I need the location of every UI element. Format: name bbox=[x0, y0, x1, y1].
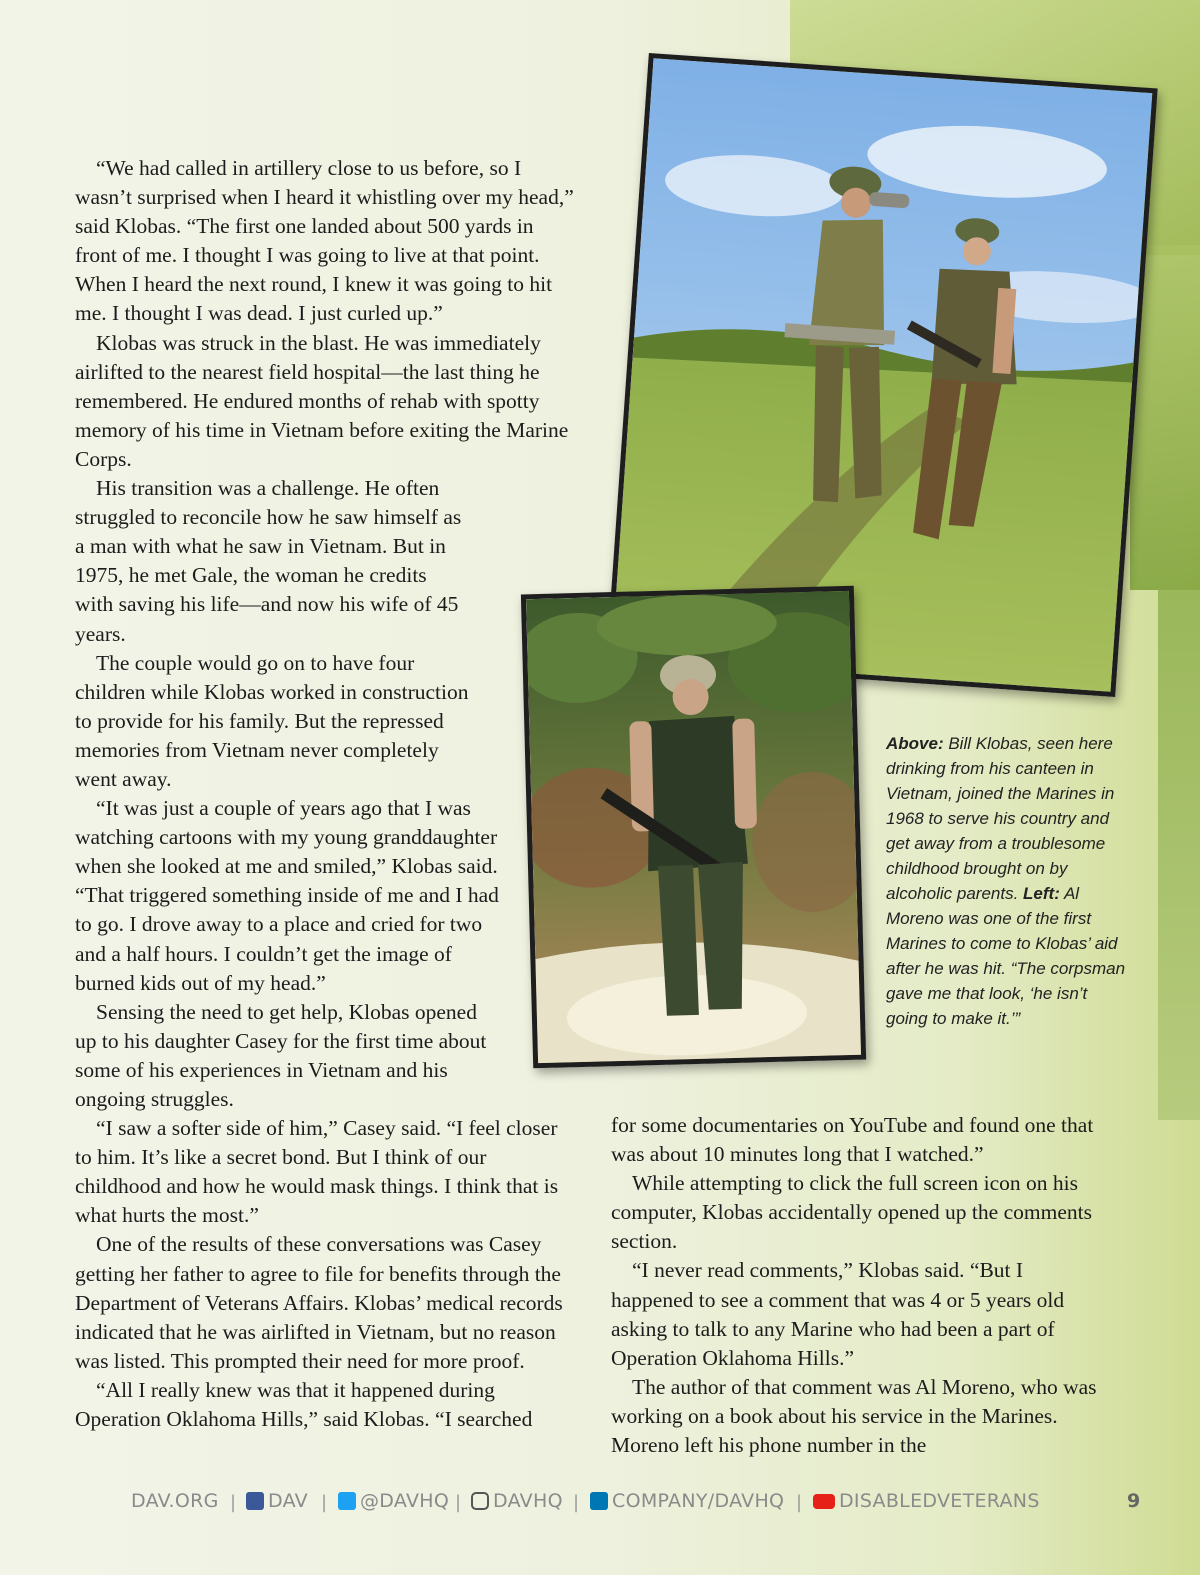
paragraph: Sensing the need to get help, Klobas opened up to his daughter Casey for the first time about some of his experiences in Vietnam and his ongoing struggles. bbox=[75, 999, 487, 1111]
linkedin-icon bbox=[590, 1492, 608, 1510]
bg-green-block-low bbox=[1158, 590, 1200, 1120]
paragraph: “I saw a softer side of him,” Casey said. “I feel closer to him. It’s like a secret bond. But I think of our childhood and how he would mask things. I think that is what hurts the most.” bbox=[75, 1116, 559, 1228]
photo-al-moreno bbox=[521, 586, 866, 1069]
paragraph: “We had called in artillery close to us before, so I wasn’t surprised when I heard it whistling over my head,” said Klobas. “The first one landed about 500 yards in front of me. I thought I was going to live at that point. When I heard the next round, I knew it was going to hit me. I thought I was dead. I just curled up.” bbox=[75, 156, 574, 326]
paragraph: “It was just a couple of years ago that I was watching cartoons with my young granddaughter when she looked at me and smiled,” Klobas said. “That triggered something inside of me and I had to go. I drove away to a place and cried for two and a half hours. I couldn’t get the image of burned kids out of my head.” bbox=[75, 796, 499, 995]
instagram-link[interactable] bbox=[471, 1490, 563, 1512]
paragraph: “I never read comments,” Klobas said. “But I happened to see a comment that was 4 or 5 years old asking to talk to any Marine who had been a part of Operation Oklahoma Hills.” bbox=[611, 1258, 1065, 1370]
linkedin-handle: COMPANY/DAVHQ bbox=[612, 1490, 785, 1512]
paragraph: “All I really knew was that it happened during Operation Oklahoma Hills,” said Klobas. “I searched bbox=[75, 1377, 533, 1432]
footer-separator: | bbox=[573, 1492, 580, 1513]
caption-left-label: Left: bbox=[1023, 884, 1060, 903]
site-link[interactable]: DAV.ORG bbox=[131, 1490, 219, 1512]
caption-left-text: Al Moreno was one of the first Marines to come to Klobas’ aid after he was hit. “The corpsman gave me that look, ‘he isn’t going to make it.’” bbox=[886, 884, 1126, 1028]
paragraph: The author of that comment was Al Moreno, who was working on a book about his service in the Marines. Moreno left his phone number in the bbox=[611, 1374, 1097, 1458]
twitter-icon bbox=[338, 1492, 356, 1510]
page-footer bbox=[0, 1490, 1200, 1520]
footer-separator: | bbox=[796, 1492, 803, 1513]
facebook-handle: DAV bbox=[268, 1490, 308, 1512]
youtube-icon bbox=[813, 1494, 835, 1509]
facebook-link[interactable] bbox=[246, 1490, 308, 1512]
article-column-right bbox=[611, 1111, 1103, 1460]
instagram-handle: DAVHQ bbox=[493, 1490, 563, 1512]
paragraph: Klobas was struck in the blast. He was immediately airlifted to the nearest field hospital—the last thing he remembered. He endured months of rehab with spotty memory of his time in Vietnam before exiting the Marine Corps. bbox=[75, 330, 569, 471]
photo-caption bbox=[886, 731, 1126, 1031]
photo-image bbox=[526, 591, 861, 1063]
paragraph: for some documentaries on YouTube and found one that was about 10 minutes long that I watched.” bbox=[611, 1113, 1094, 1167]
page-number: 9 bbox=[1127, 1490, 1141, 1512]
youtube-handle: DISABLEDVETERANS bbox=[839, 1490, 1040, 1512]
youtube-link[interactable] bbox=[813, 1490, 1040, 1512]
footer-separator: | bbox=[455, 1492, 462, 1513]
caption-above-text: Bill Klobas, seen here drinking from his canteen in Vietnam, joined the Marines in 1968 to serve his country and get away from a troublesome childhood brought on by alcoholic parents. bbox=[886, 734, 1115, 903]
twitter-handle: @DAVHQ bbox=[360, 1490, 450, 1512]
linkedin-link[interactable] bbox=[590, 1490, 784, 1512]
paragraph: One of the results of these conversations was Casey getting her father to agree to file for benefits through the Department of Veterans Affairs. Klobas’ medical records indicated that he was airlifted in Vietnam, but no reason was listed. This prompted their need for more proof. bbox=[75, 1232, 563, 1373]
footer-separator: | bbox=[230, 1492, 237, 1513]
paragraph: While attempting to click the full screen icon on his computer, Klobas accidentally opened up the comments section. bbox=[611, 1171, 1092, 1254]
paragraph: The couple would go on to have four children while Klobas worked in construction to provide for his family. But the repressed memories from Vietnam never completely went away. bbox=[75, 650, 469, 791]
paragraph: His transition was a challenge. He often struggled to reconcile how he saw himself as a man with what he saw in Vietnam. But in 1975, he met Gale, the woman he credits with saving his life—and now his wife of 45 years. bbox=[75, 476, 462, 646]
caption-above-label: Above: bbox=[886, 734, 944, 753]
article-column-left bbox=[75, 154, 575, 1434]
twitter-link[interactable] bbox=[338, 1490, 449, 1512]
footer-separator: | bbox=[321, 1492, 328, 1513]
instagram-icon bbox=[471, 1492, 489, 1510]
facebook-icon bbox=[246, 1492, 264, 1510]
